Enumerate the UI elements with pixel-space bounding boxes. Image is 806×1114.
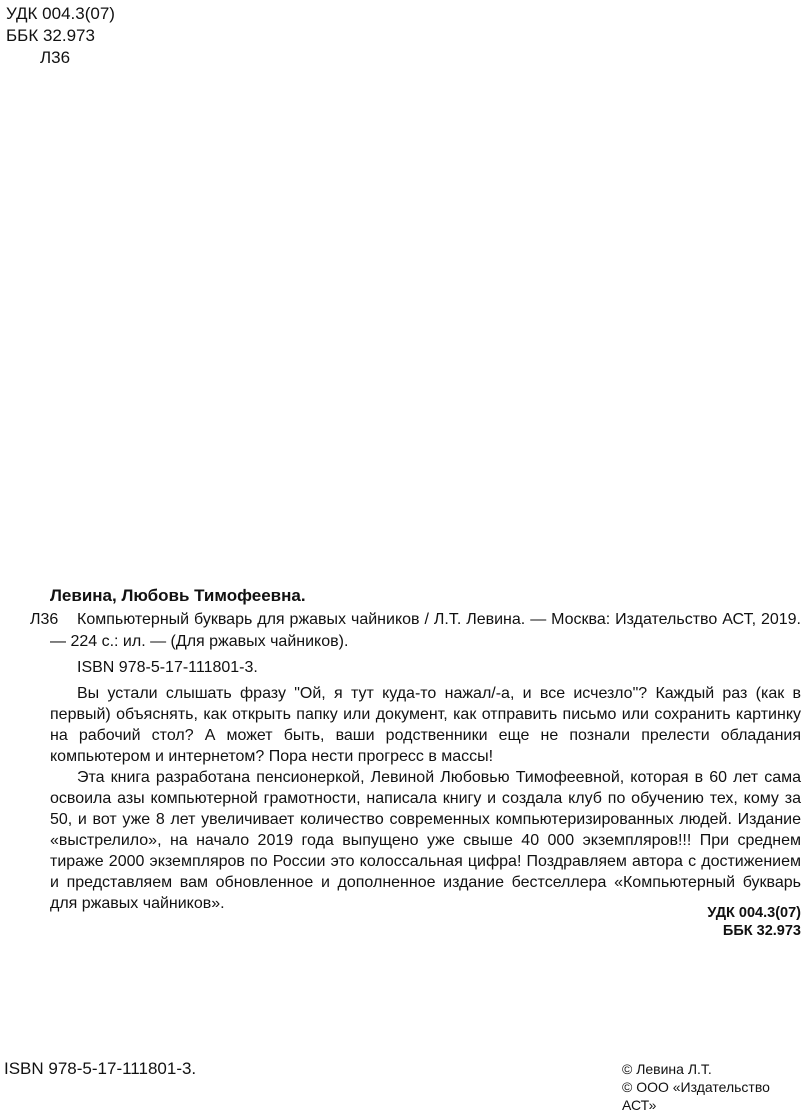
card-isbn: ISBN 978-5-17-111801-3.: [77, 659, 258, 676]
card-author-mark: Л36: [30, 611, 59, 628]
udk-code: УДК 004.3(07): [6, 4, 115, 23]
udk-code-bold: УДК 004.3(07): [707, 905, 801, 921]
bibliographic-description: Компьютерный букварь для ржавых чайников / Л.Т. Левина. — Москва: Издательство АСТ, 2019. — 224 с.: ил. — (Для ржавых чайников).: [50, 611, 801, 650]
classification-header: [6, 3, 115, 69]
footer-isbn: ISBN 978-5-17-111801-3.: [4, 1059, 197, 1078]
annotation: [50, 683, 801, 914]
annotation-paragraph: Эта книга разработана пенсионеркой, Левиной Любовью Тимофеевной, которая в 60 лет сама освоила азы компьютерной грамотности, написала книгу и создала клуб по обучению тех, кому за 50, и вот уже 8 лет увеличивает количество современных компьютеризированных людей. Издание «выстрелило», на начало 2019 года выпущено уже свыше 40 000 экземпляров!!! При среднем тираже 2000 экземпляров по России это колоссальная цифра! Поздравляем автора с достижением и представляем вам обновленное и дополненное издание бестселлера «Компьютерный букварь для ржавых чайников».: [50, 769, 801, 912]
copyright-author: © Левина Л.Т.: [622, 1061, 712, 1077]
author-heading: Левина, Любовь Тимофеевна.: [50, 586, 306, 605]
bbk-code: ББК 32.973: [6, 26, 95, 45]
classification-codes: [707, 904, 801, 940]
bbk-code-bold: ББК 32.973: [722, 923, 801, 939]
copyright-publisher: © ООО «Издательство АСТ»: [622, 1079, 770, 1113]
copyright-block: [622, 1060, 806, 1114]
annotation-paragraph: Вы устали слышать фразу "Ой, я тут куда-то нажал/-а, и все исчезло"? Каждый раз (как в первый) объяснять, как открыть папку или документ, как отправить письмо или сохранить картинку на рабочий стол? А может быть, ваши родственники еще не познали прелести обладания компьютером и интернетом? Пора нести прогресс в массы!: [50, 685, 801, 765]
author-mark: Л36: [40, 48, 71, 67]
